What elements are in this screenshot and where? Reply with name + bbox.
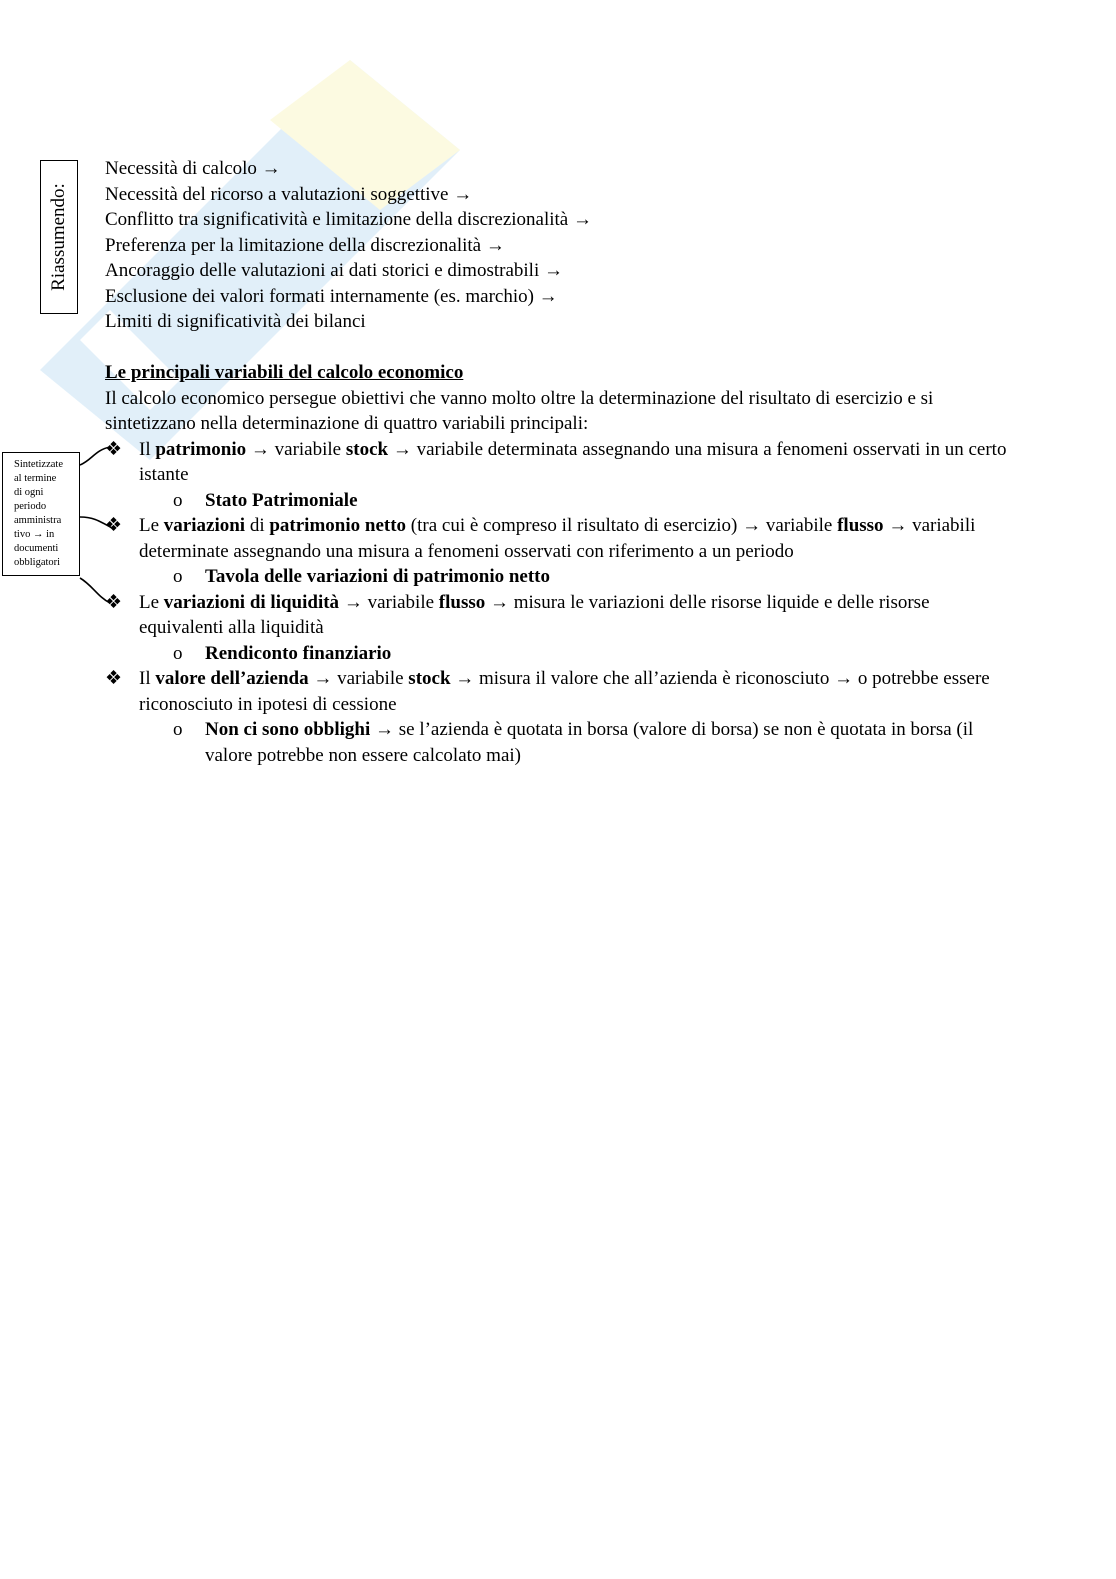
diamond-bullet-icon: ❖ xyxy=(105,438,123,460)
side-note-line: documenti xyxy=(14,543,59,554)
circle-bullet-icon: o xyxy=(173,566,183,587)
side-note-line: tivo → in xyxy=(14,529,55,540)
sub-stato-patrimoniale: o Stato Patrimoniale xyxy=(105,488,1010,514)
summary-item: Necessità di calcolo → xyxy=(105,158,281,179)
summary-item: Limiti di significatività dei bilanci xyxy=(105,311,366,332)
summary-item: Esclusione dei valori formati internamente (es. marchio) → xyxy=(105,285,558,307)
sub-tavola-variazioni: o Tavola delle variazioni di patrimonio netto xyxy=(105,564,1010,590)
bullet-patrimonio: ❖ Il patrimonio → variabile stock → variabile determinata assegnando una misura a fenomeni osservati in un certo istante xyxy=(105,438,1007,485)
side-note-box xyxy=(2,452,80,576)
bullet-variazioni-liquidita: ❖ Le variazioni di liquidità → variabile flusso → misura le variazioni delle risorse liquide e delle risorse equivalenti alla liquidità xyxy=(105,591,930,638)
diamond-bullet-icon: ❖ xyxy=(105,515,123,536)
circle-bullet-icon: o xyxy=(173,719,183,740)
side-note-line: amministra xyxy=(14,515,62,526)
summary-item: Conflitto tra significatività e limitazione della discrezionalità → xyxy=(105,209,592,230)
summary-item: Preferenza per la limitazione della discrezionalità → xyxy=(105,234,505,256)
summary-list xyxy=(105,156,592,335)
sub-rendiconto-finanziario: o Rendiconto finanziario xyxy=(105,641,1010,667)
diamond-bullet-icon: ❖ xyxy=(105,668,123,689)
bullet-variazioni-patrimonio: ❖ Le variazioni di patrimonio netto (tra cui è compreso il risultato di esercizio) → variabile flusso → variabili determinate assegnando una misura a fenomeni osservati con riferimento a un periodo xyxy=(105,515,976,562)
summary-box xyxy=(40,160,78,314)
circle-bullet-icon: o xyxy=(173,642,183,664)
bullet-valore-azienda: ❖ Il valore dell’azienda → variabile stock → misura il valore che all’azienda è riconosciuto → o potrebbe essere riconosciuto in ipotesi di cessione xyxy=(105,668,990,715)
sub-non-ci-sono-obblighi: o Non ci sono obblighi → se l’azienda è quotata in borsa (valore di borsa) se non è quotata in borsa (il valore potrebbe non essere calcolato mai) xyxy=(173,719,974,766)
side-note-line: di ogni xyxy=(14,487,44,498)
section-intro: Il calcolo economico persegue obiettivi che vanno molto oltre la determinazione del risultato di esercizio e si sintetizzano nella determinazione di quattro variabili principali: xyxy=(105,387,934,434)
summary-label: Riassumendo: xyxy=(48,183,69,291)
side-note-line: obbligatori xyxy=(14,557,61,568)
main-section xyxy=(105,360,1010,768)
side-note-line: periodo xyxy=(14,501,47,512)
summary-item: Necessità del ricorso a valutazioni soggettive → xyxy=(105,183,473,205)
side-note-line: Sintetizzate xyxy=(14,459,63,470)
summary-item: Ancoraggio delle valutazioni ai dati storici e dimostrabili → xyxy=(105,260,563,281)
section-heading: Le principali variabili del calcolo economico xyxy=(105,362,464,383)
circle-bullet-icon: o xyxy=(173,489,183,511)
diamond-bullet-icon: ❖ xyxy=(105,591,123,613)
side-note-line: al termine xyxy=(14,473,57,484)
